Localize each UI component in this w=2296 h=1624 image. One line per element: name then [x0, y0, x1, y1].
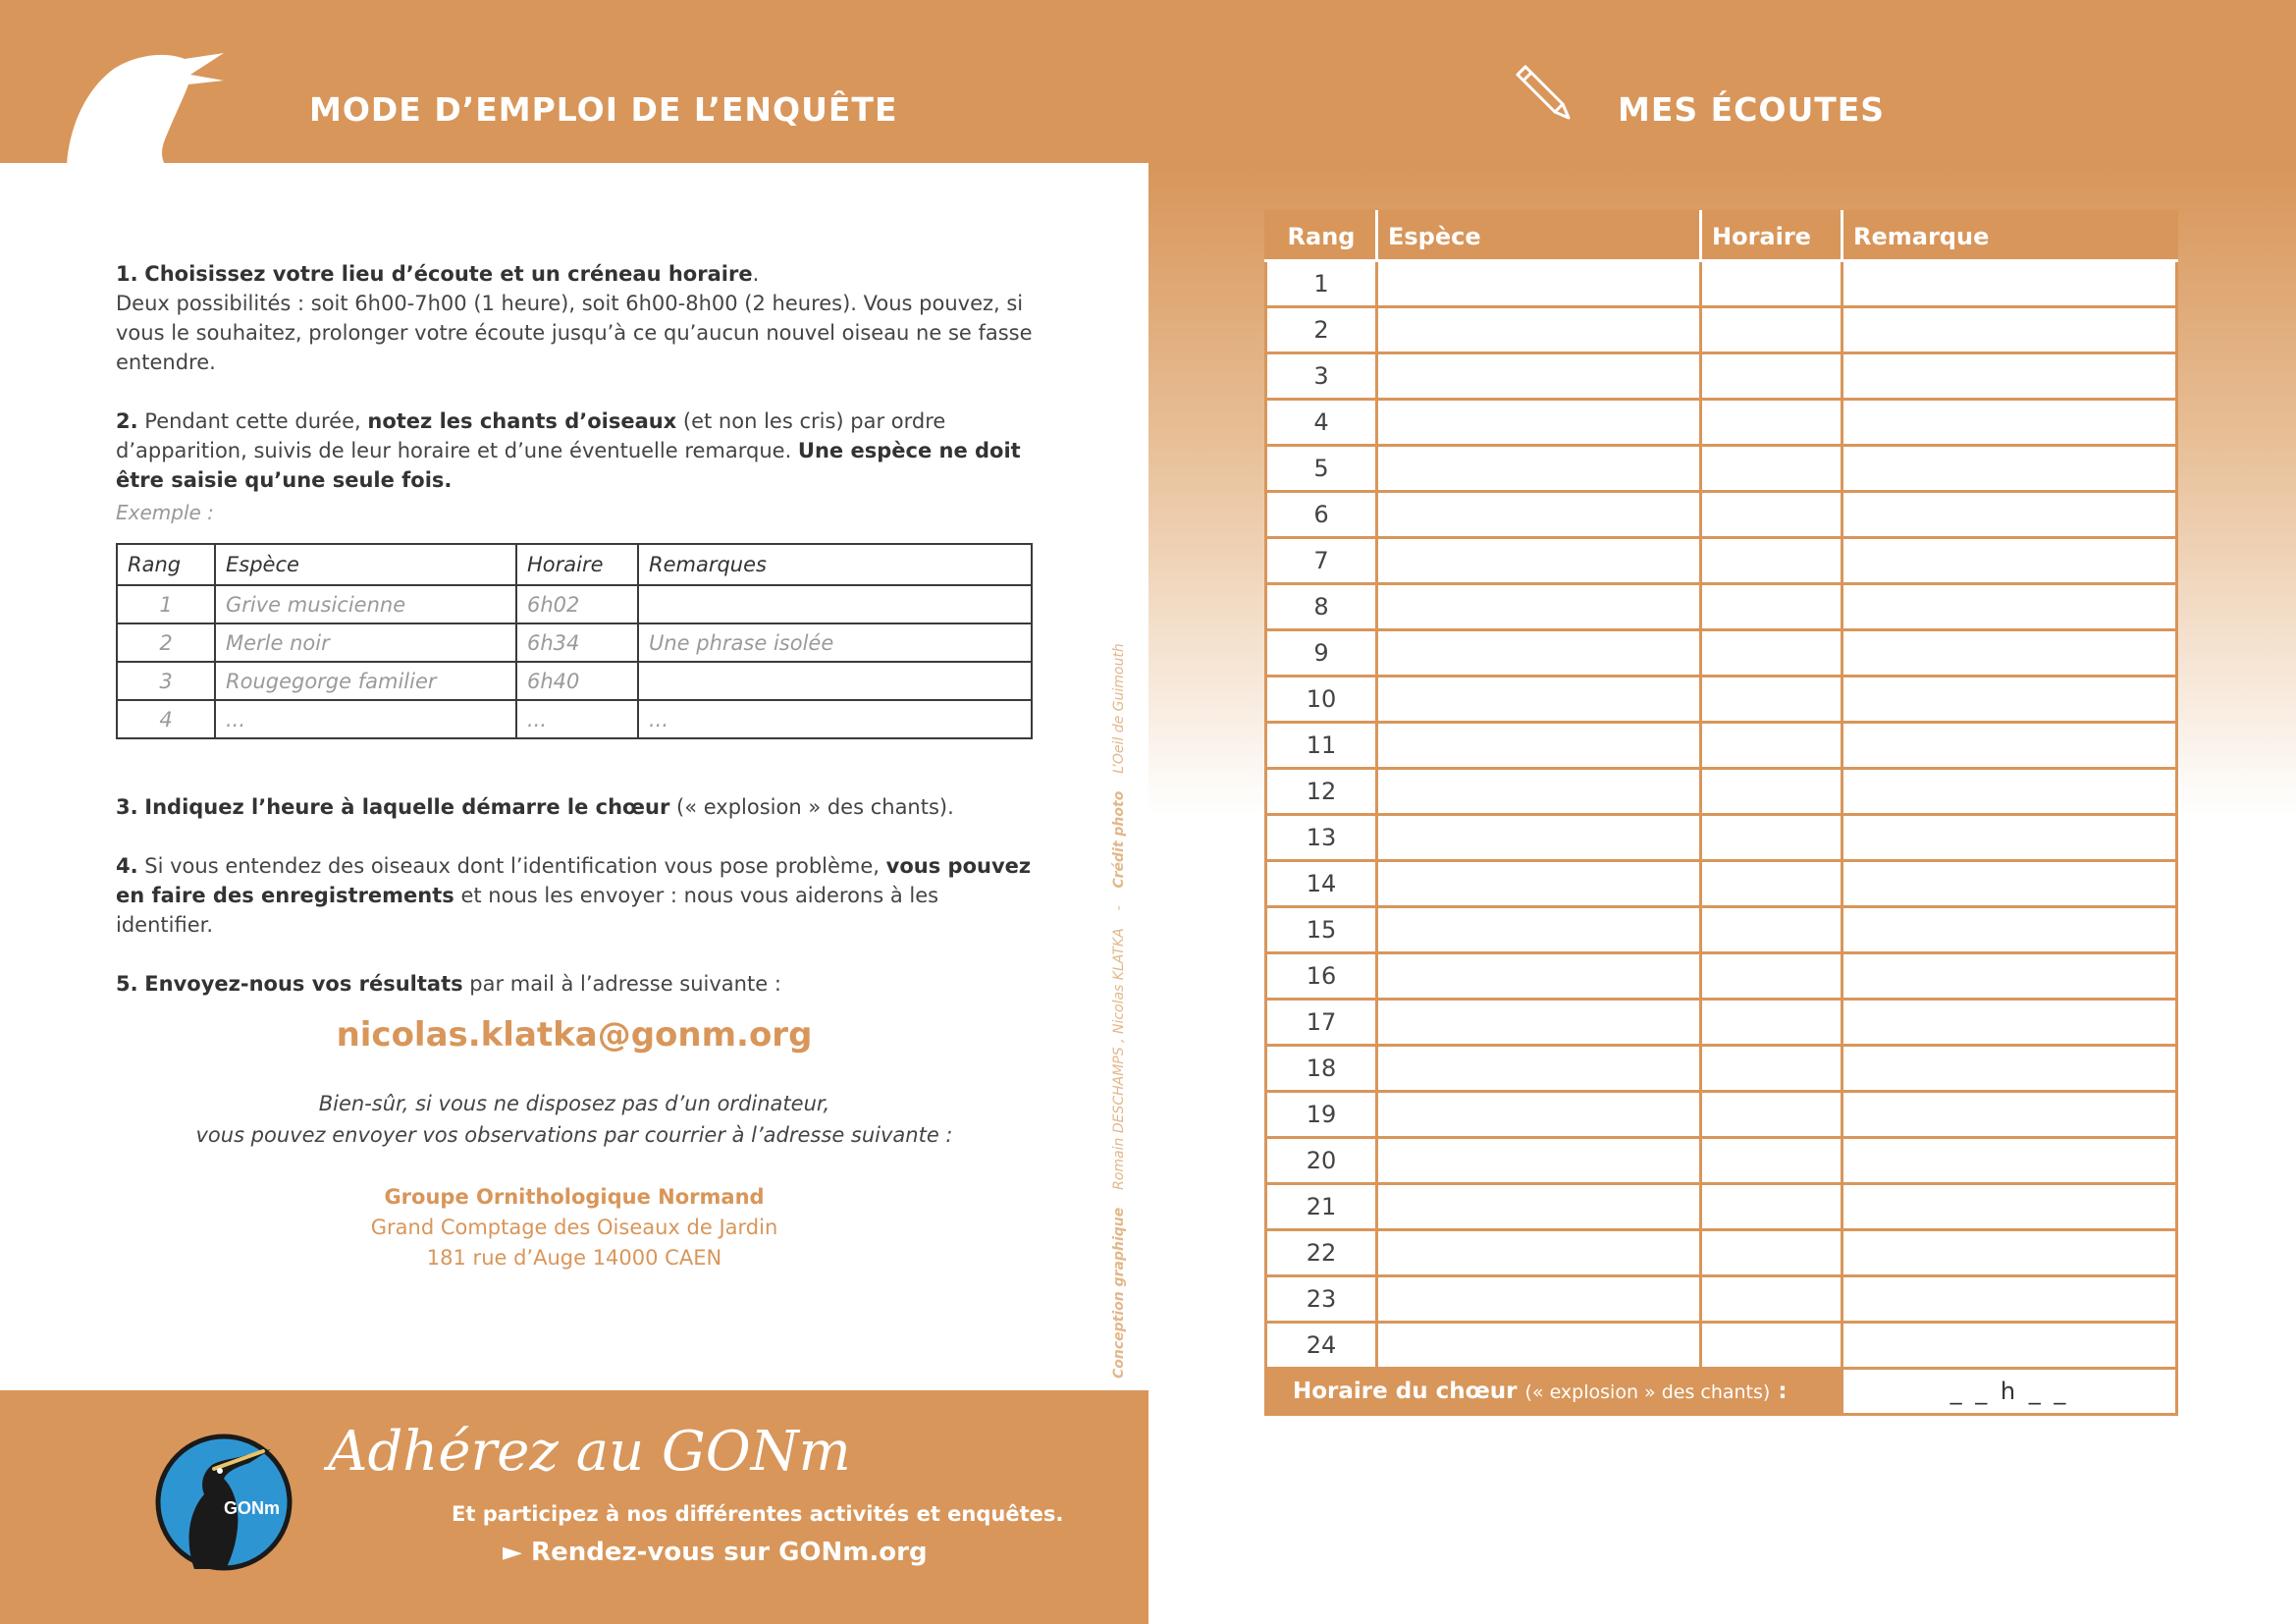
log-row: [1266, 261, 2177, 307]
postal-address: [0, 1182, 1148, 1273]
example-header-row: [117, 544, 1032, 585]
log-row: [1266, 307, 2177, 353]
log-rank-cell: 1: [1266, 261, 1377, 307]
step-3-num: 3.: [116, 795, 138, 819]
example-cell: 4: [117, 700, 215, 738]
example-cell: Merle noir: [215, 623, 516, 662]
example-header-horaire: Horaire: [516, 544, 638, 585]
choeur-label-text: Horaire du chœur: [1293, 1379, 1518, 1404]
step-3-rest: (« explosion » des chants).: [669, 795, 954, 819]
credit-separator: -: [1111, 905, 1127, 911]
log-remark-cell[interactable]: [1842, 815, 2177, 861]
postal-note: [0, 1088, 1148, 1151]
log-row: [1266, 815, 2177, 861]
log-row: [1266, 492, 2177, 538]
log-remark-cell[interactable]: [1842, 307, 2177, 353]
log-species-cell[interactable]: [1377, 1230, 1701, 1276]
address-line2: Grand Comptage des Oiseaux de Jardin: [370, 1216, 778, 1239]
log-species-cell[interactable]: [1377, 953, 1701, 1000]
log-species-cell[interactable]: [1377, 1046, 1701, 1092]
log-time-cell[interactable]: [1701, 538, 1842, 584]
example-row: [117, 700, 1032, 738]
log-time-cell[interactable]: [1701, 1092, 1842, 1138]
footer-line1: Et participez à nos différentes activités et enquêtes.: [452, 1502, 1064, 1526]
log-remark-cell[interactable]: [1842, 446, 2177, 492]
log-header-row: [1266, 212, 2177, 261]
log-row: [1266, 861, 2177, 907]
example-header-espece: Espèce: [215, 544, 516, 585]
instructions-lower: [116, 792, 1033, 1028]
log-rank-cell: 19: [1266, 1092, 1377, 1138]
log-time-cell[interactable]: [1701, 1323, 1842, 1369]
step-5-num: 5.: [116, 972, 138, 996]
log-header-horaire: Horaire: [1701, 212, 1842, 261]
log-rank-cell: 2: [1266, 307, 1377, 353]
log-row: [1266, 1184, 2177, 1230]
credit-label-design: Conception graphique: [1111, 1207, 1127, 1379]
step-2: [116, 406, 1033, 495]
example-cell: 1: [117, 585, 215, 623]
example-cell: ...: [516, 700, 638, 738]
log-time-cell[interactable]: [1701, 307, 1842, 353]
log-species-cell[interactable]: [1377, 584, 1701, 630]
log-time-cell[interactable]: [1701, 630, 1842, 677]
example-cell: 6h34: [516, 623, 638, 662]
log-rank-cell: 17: [1266, 1000, 1377, 1046]
log-species-cell[interactable]: [1377, 307, 1701, 353]
log-rank-cell: 4: [1266, 400, 1377, 446]
log-time-cell[interactable]: [1701, 1000, 1842, 1046]
step-2-num: 2.: [116, 409, 138, 433]
log-time-cell[interactable]: [1701, 723, 1842, 769]
left-page-title: MODE D’EMPLOI DE L’ENQUÊTE: [309, 90, 898, 129]
example-row: [117, 623, 1032, 662]
choeur-row: [1266, 1369, 2177, 1415]
log-row: [1266, 630, 2177, 677]
log-time-cell[interactable]: [1701, 677, 1842, 723]
contact-email[interactable]: nicolas.klatka@gonm.org: [336, 1015, 813, 1055]
step-1-num: 1.: [116, 262, 138, 286]
log-time-cell[interactable]: [1701, 1184, 1842, 1230]
step-3-bold: Indiquez l’heure à laquelle démarre le chœur: [144, 795, 670, 819]
example-row: [117, 662, 1032, 700]
example-cell: 6h02: [516, 585, 638, 623]
log-rank-cell: 5: [1266, 446, 1377, 492]
step-1-text: Deux possibilités : soit 6h00-7h00 (1 heure), soit 6h00-8h00 (2 heures). Vous pouvez, si vous le souhaitez, prolonger votre écoute jusqu’à ce qu’aucun nouvel oiseau ne se fasse entendre.: [116, 292, 1033, 374]
credit-photo-name: L’Oeil de Guimouth: [1111, 643, 1127, 774]
log-row: [1266, 1230, 2177, 1276]
log-row: [1266, 353, 2177, 400]
log-rank-cell: 13: [1266, 815, 1377, 861]
step-5-rest: par mail à l’adresse suivante :: [462, 972, 781, 996]
step-1: [116, 259, 1033, 377]
choeur-colon: :: [1770, 1379, 1788, 1404]
log-rank-cell: 18: [1266, 1046, 1377, 1092]
step-5-bold: Envoyez-nous vos résultats: [144, 972, 463, 996]
log-time-cell[interactable]: [1701, 492, 1842, 538]
pencil-icon: [1516, 63, 1575, 122]
example-cell: [638, 585, 1032, 623]
cormorant-logo-icon: [155, 1434, 293, 1571]
log-rank-cell: 11: [1266, 723, 1377, 769]
example-cell: ...: [215, 700, 516, 738]
log-remark-cell[interactable]: [1842, 1138, 2177, 1184]
step-5: [116, 969, 1033, 999]
example-header-remarques: Remarques: [638, 544, 1032, 585]
step-1-bold: Choisissez votre lieu d’écoute et un créneau horaire: [144, 262, 753, 286]
footer-script-title: Adhérez au GONm: [328, 1420, 851, 1484]
log-rank-cell: 7: [1266, 538, 1377, 584]
log-remark-cell[interactable]: [1842, 1323, 2177, 1369]
bird-silhouette-icon: [67, 51, 234, 165]
log-rank-cell: 15: [1266, 907, 1377, 953]
log-row: [1266, 1000, 2177, 1046]
log-remark-cell[interactable]: [1842, 1092, 2177, 1138]
log-rank-cell: 20: [1266, 1138, 1377, 1184]
log-species-cell[interactable]: [1377, 1138, 1701, 1184]
log-remark-cell[interactable]: [1842, 1000, 2177, 1046]
log-rank-cell: 12: [1266, 769, 1377, 815]
log-species-cell[interactable]: [1377, 1276, 1701, 1323]
log-row: [1266, 446, 2177, 492]
log-species-cell[interactable]: [1377, 907, 1701, 953]
logo-text: GONm: [224, 1498, 281, 1518]
example-label: Exemple :: [116, 501, 214, 524]
log-time-cell[interactable]: [1701, 1276, 1842, 1323]
log-rank-cell: 21: [1266, 1184, 1377, 1230]
example-cell: Une phrase isolée: [638, 623, 1032, 662]
log-remark-cell[interactable]: [1842, 953, 2177, 1000]
choeur-label: [1266, 1369, 1842, 1415]
log-header-espece: Espèce: [1377, 212, 1701, 261]
log-species-cell[interactable]: [1377, 861, 1701, 907]
log-time-cell[interactable]: [1701, 400, 1842, 446]
instructions: [116, 259, 1033, 524]
footer-website-link[interactable]: ► Rendez-vous sur GONm.org: [503, 1538, 928, 1567]
log-remark-cell[interactable]: [1842, 584, 2177, 630]
log-rank-cell: 16: [1266, 953, 1377, 1000]
log-header-rang: Rang: [1266, 212, 1377, 261]
log-row: [1266, 1138, 2177, 1184]
log-time-cell[interactable]: [1701, 353, 1842, 400]
address-line3: 181 rue d’Auge 14000 CAEN: [426, 1246, 722, 1270]
step-4-pre: Si vous entendez des oiseaux dont l’identification vous pose problème,: [144, 854, 886, 878]
step-2-bold1: notez les chants d’oiseaux: [367, 409, 677, 433]
log-remark-cell[interactable]: [1842, 630, 2177, 677]
log-time-cell[interactable]: [1701, 261, 1842, 307]
log-rank-cell: 6: [1266, 492, 1377, 538]
log-time-cell[interactable]: [1701, 815, 1842, 861]
credits: [1111, 643, 1127, 1379]
choeur-note: (« explosion » des chants): [1524, 1381, 1771, 1403]
log-rank-cell: 14: [1266, 861, 1377, 907]
log-remark-cell[interactable]: [1842, 353, 2177, 400]
log-rank-cell: 10: [1266, 677, 1377, 723]
log-time-cell[interactable]: [1701, 584, 1842, 630]
log-species-cell[interactable]: [1377, 446, 1701, 492]
log-remark-cell[interactable]: [1842, 1184, 2177, 1230]
log-row: [1266, 538, 2177, 584]
step-4-rest: et nous les envoyer : nous vous aiderons à les identifier.: [116, 884, 939, 937]
step-4: [116, 851, 1033, 940]
example-cell: 3: [117, 662, 215, 700]
postal-note-line2: vous pouvez envoyer vos observations par courrier à l’adresse suivante :: [195, 1123, 953, 1147]
log-remark-cell[interactable]: [1842, 1276, 2177, 1323]
log-species-cell[interactable]: [1377, 1092, 1701, 1138]
log-species-cell[interactable]: [1377, 538, 1701, 584]
observation-log-table: [1264, 210, 2178, 1416]
step-2-bold2: Une espèce ne doit être saisie qu’une seule fois.: [116, 439, 1021, 492]
address-organisation: Groupe Ornithologique Normand: [384, 1185, 765, 1209]
example-cell: [638, 662, 1032, 700]
credit-design-names: Romain DESCHAMPS , Nicolas KLATKA: [1111, 928, 1127, 1190]
log-remark-cell[interactable]: [1842, 400, 2177, 446]
log-remark-cell[interactable]: [1842, 492, 2177, 538]
log-species-cell[interactable]: [1377, 353, 1701, 400]
step-2-mid: (et non les cris) par ordre d’apparition, suivis de leur horaire et d’une éventuelle remarque.: [116, 409, 946, 462]
example-cell: Grive musicienne: [215, 585, 516, 623]
step-4-num: 4.: [116, 854, 138, 878]
log-time-cell[interactable]: [1701, 1230, 1842, 1276]
log-row: [1266, 953, 2177, 1000]
log-time-cell[interactable]: [1701, 1046, 1842, 1092]
choeur-time-field[interactable]: _ _ h _ _: [1842, 1369, 2177, 1415]
log-row: [1266, 907, 2177, 953]
log-species-cell[interactable]: [1377, 723, 1701, 769]
log-species-cell[interactable]: [1377, 492, 1701, 538]
log-remark-cell[interactable]: [1842, 677, 2177, 723]
log-rank-cell: 9: [1266, 630, 1377, 677]
log-time-cell[interactable]: [1701, 861, 1842, 907]
log-row: [1266, 1046, 2177, 1092]
example-cell: 2: [117, 623, 215, 662]
example-row: [117, 585, 1032, 623]
log-species-cell[interactable]: [1377, 677, 1701, 723]
log-row: [1266, 677, 2177, 723]
log-species-cell[interactable]: [1377, 815, 1701, 861]
log-row: [1266, 584, 2177, 630]
log-remark-cell[interactable]: [1842, 261, 2177, 307]
log-time-cell[interactable]: [1701, 1138, 1842, 1184]
example-cell: 6h40: [516, 662, 638, 700]
log-remark-cell[interactable]: [1842, 861, 2177, 907]
log-row: [1266, 1092, 2177, 1138]
log-rank-cell: 22: [1266, 1230, 1377, 1276]
log-rank-cell: 24: [1266, 1323, 1377, 1369]
log-rank-cell: 3: [1266, 353, 1377, 400]
log-rank-cell: 8: [1266, 584, 1377, 630]
log-time-cell[interactable]: [1701, 907, 1842, 953]
log-row: [1266, 769, 2177, 815]
log-row: [1266, 400, 2177, 446]
log-remark-cell[interactable]: [1842, 769, 2177, 815]
example-cell: Rougegorge familier: [215, 662, 516, 700]
log-species-cell[interactable]: [1377, 261, 1701, 307]
credit-label-photo: Crédit photo: [1111, 790, 1127, 889]
log-remark-cell[interactable]: [1842, 723, 2177, 769]
log-remark-cell[interactable]: [1842, 907, 2177, 953]
postal-note-line1: Bien-sûr, si vous ne disposez pas d’un ordinateur,: [318, 1092, 830, 1115]
step-2-pre: Pendant cette durée,: [144, 409, 368, 433]
step-4-bold: vous pouvez en faire des enregistrements: [116, 854, 1032, 907]
example-table: [116, 543, 1033, 739]
right-page-title: MES ÉCOUTES: [1618, 90, 1886, 129]
example-header-rang: Rang: [117, 544, 215, 585]
log-species-cell[interactable]: [1377, 630, 1701, 677]
log-row: [1266, 723, 2177, 769]
log-species-cell[interactable]: [1377, 1184, 1701, 1230]
log-species-cell[interactable]: [1377, 1000, 1701, 1046]
log-header-remarque: Remarque: [1842, 212, 2177, 261]
log-rank-cell: 23: [1266, 1276, 1377, 1323]
log-remark-cell[interactable]: [1842, 1230, 2177, 1276]
step-1-rest: .: [752, 262, 760, 286]
step-3: [116, 792, 1033, 822]
log-time-cell[interactable]: [1701, 953, 1842, 1000]
log-time-cell[interactable]: [1701, 446, 1842, 492]
log-species-cell[interactable]: [1377, 1323, 1701, 1369]
log-remark-cell[interactable]: [1842, 1046, 2177, 1092]
log-time-cell[interactable]: [1701, 769, 1842, 815]
log-row: [1266, 1276, 2177, 1323]
example-cell: ...: [638, 700, 1032, 738]
log-remark-cell[interactable]: [1842, 538, 2177, 584]
log-row: [1266, 1323, 2177, 1369]
log-species-cell[interactable]: [1377, 400, 1701, 446]
log-species-cell[interactable]: [1377, 769, 1701, 815]
log-body: [1266, 261, 2177, 1369]
